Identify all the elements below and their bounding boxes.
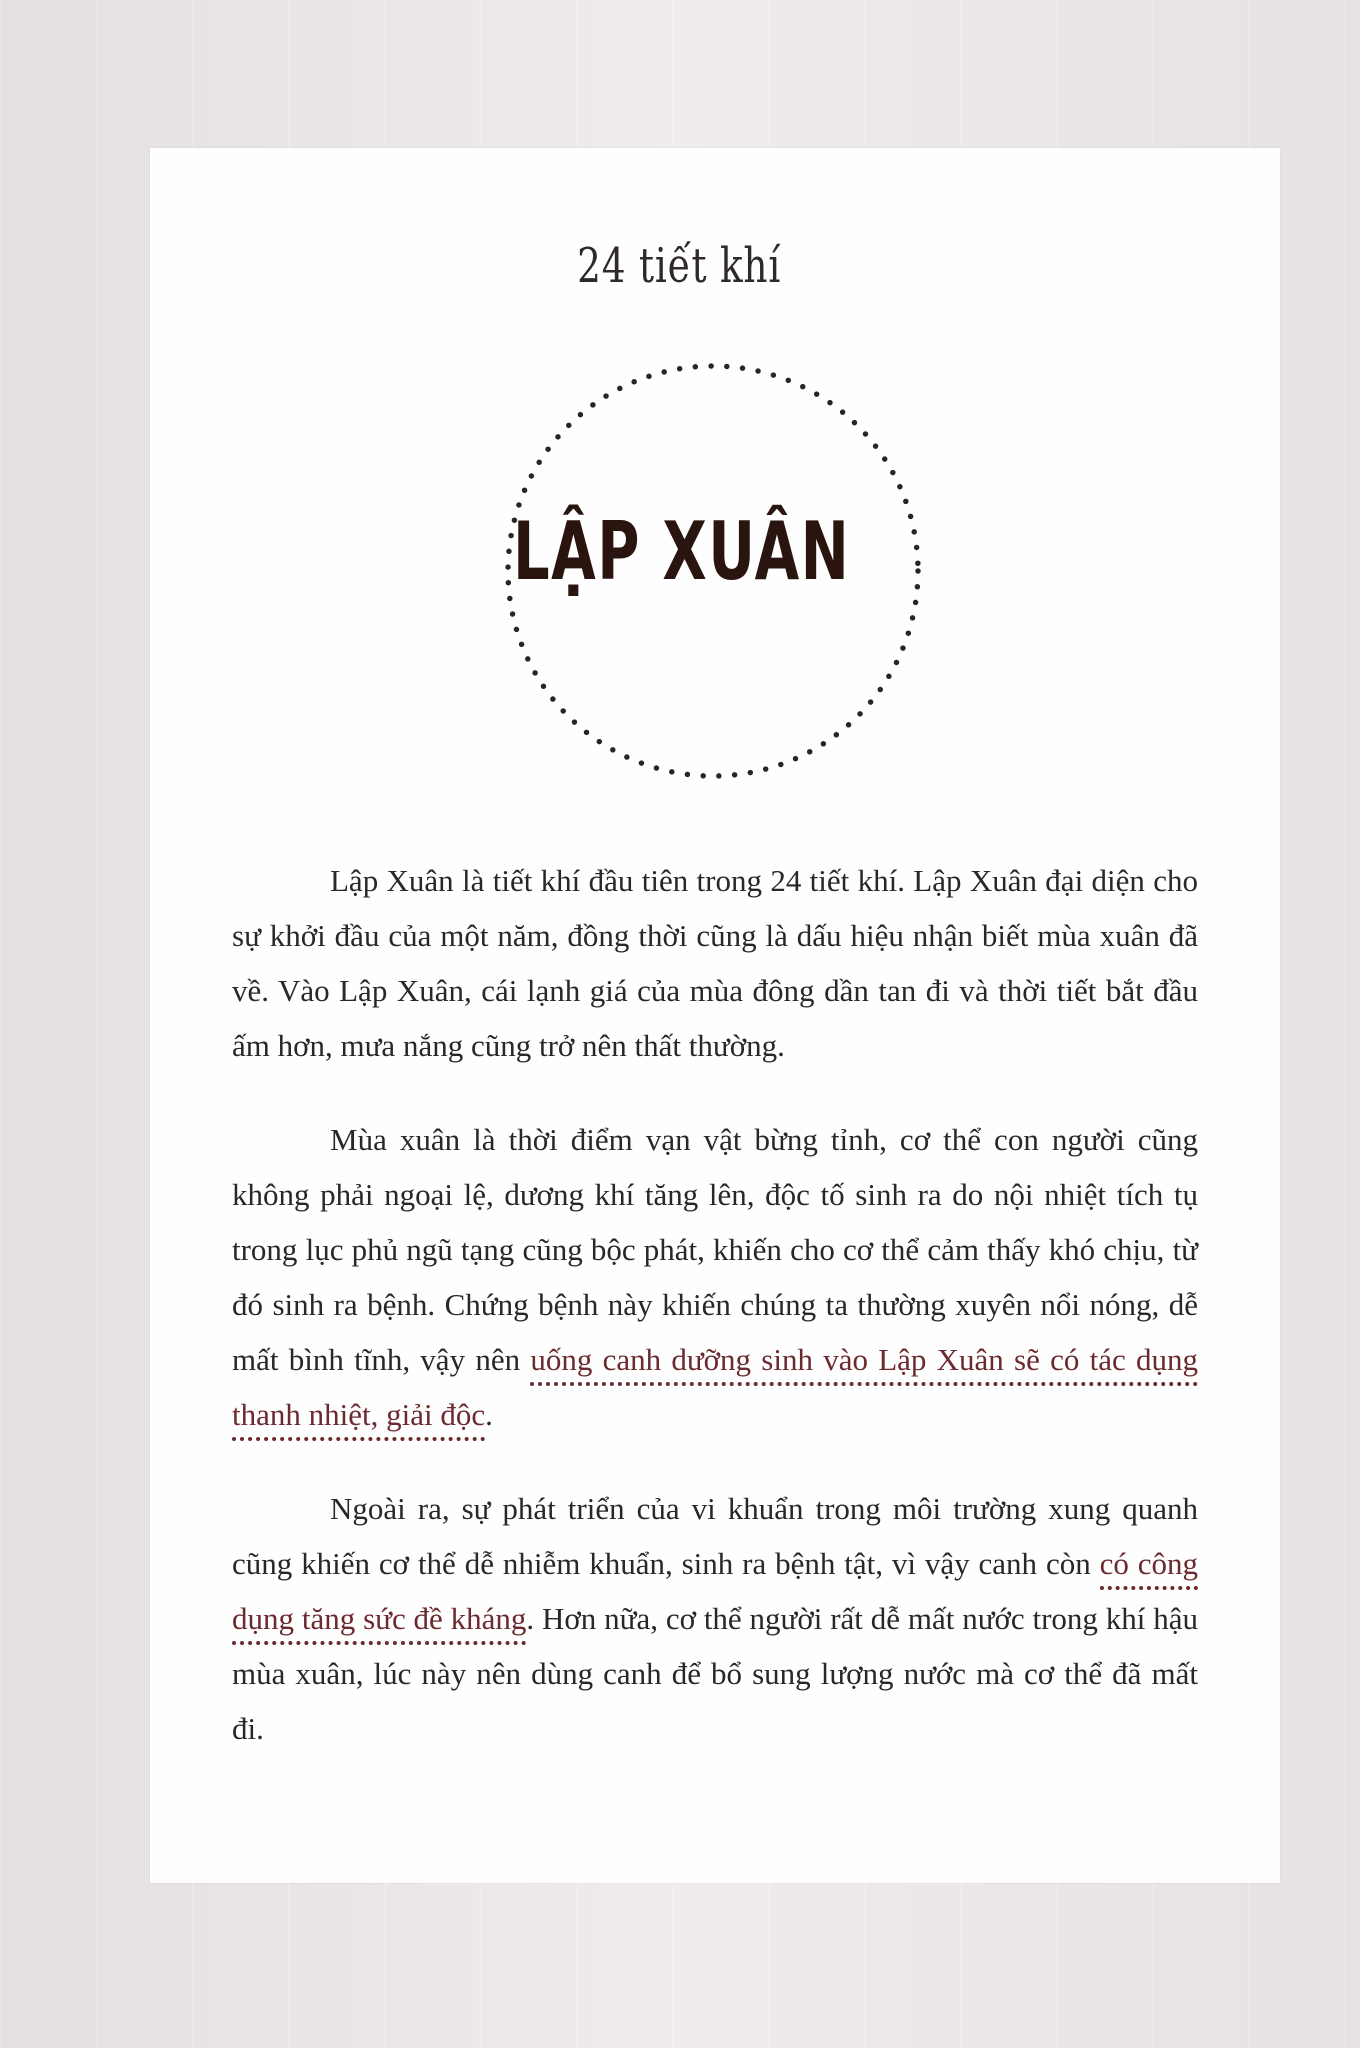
section-title: LẬP XUÂN (513, 505, 851, 598)
article-body (232, 853, 1198, 1795)
paragraph-2-text: Mùa xuân là thời điểm vạn vật bừng tỉnh, cơ thể con người cũng không phải ngoại lệ, dương khí tăng lên, độc tố sinh ra do nội nhiệt tích tụ trong lục phủ ngũ tạng cũng bộc phát, khiến cho cơ thể cảm thấy khó chịu, từ đó sinh ra bệnh. Chứng bệnh này khiến chúng ta thường xuyên nổi nóng, dễ mất bình tĩnh, vậy nên (232, 1122, 1198, 1377)
paragraph-1-text: Lập Xuân là tiết khí đầu tiên trong 24 tiết khí. Lập Xuân đại diện cho sự khởi đầu của một năm, đồng thời cũng là dấu hiệu nhận biết mùa xuân đã về. Vào Lập Xuân, cái lạnh giá của mùa đông dần tan đi và thời tiết bắt đầu ấm hơn, mưa nắng cũng trở nên thất thường. (232, 863, 1198, 1063)
highlighted-phrase: có công dụng tăng sức đề kháng (232, 1546, 1198, 1645)
paragraph-3-end: . Hơn nữa, cơ thể người rất dễ mất nước trong khí hậu mùa xuân, lúc này nên dùng canh để bổ sung lượng nước mà cơ thể đã mất đi. (232, 1601, 1199, 1746)
paragraph-2-end: . (485, 1397, 493, 1432)
paragraph-3 (232, 1481, 1198, 1756)
paragraph-2 (232, 1112, 1198, 1442)
paragraph-3-text: Ngoài ra, sự phát triển của vi khuẩn trong môi trường xung quanh cũng khiến cơ thể dễ nhiễm khuẩn, sinh ra bệnh tật, vì vậy canh còn (232, 1491, 1198, 1581)
highlighted-phrase: uống canh dưỡng sinh vào Lập Xuân sẽ có tác dụng thanh nhiệt, giải độc (232, 1342, 1198, 1441)
paragraph-1 (232, 853, 1198, 1073)
page-header: 24 tiết khí (577, 238, 782, 294)
